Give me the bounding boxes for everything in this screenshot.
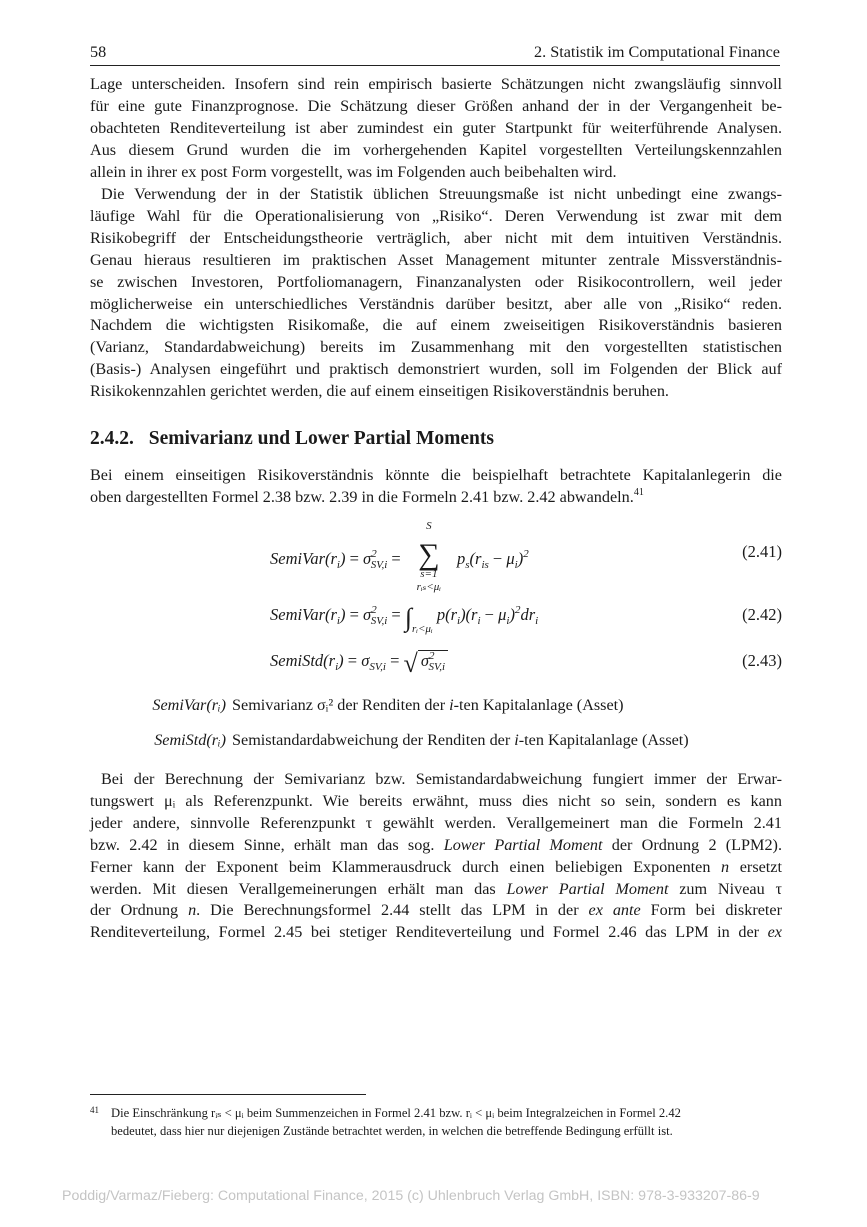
equation-number: (2.42) xyxy=(742,605,782,624)
text-span: der Ordnung xyxy=(90,901,189,920)
text-line: Genau hieraus resultieren im praktischen Asset Management mitunter zentrale Missverständnis- xyxy=(90,250,782,269)
text-span: Bei der Berechnung der Semivarianz bzw. Semistandardabweichung fungiert immer der Erwar- xyxy=(101,770,782,788)
text-line: se zwischen Investoren, Portfoliomanagern, Finanzanalysten oder Risikocontrollern, weil jeder xyxy=(90,272,782,291)
running-header xyxy=(90,43,780,66)
text-line: möglicherweise ein unterschiedliches Verständnis darüber besitzt, aber alle von „Risiko“ reden. xyxy=(90,294,782,313)
text-line: Risikobegriff der Entscheidungstheorie verträglich, aber nicht mit dem intuitiven Verständnis. xyxy=(90,228,782,247)
intro-paragraph xyxy=(90,74,782,184)
footnote-41 xyxy=(90,1104,782,1140)
equation-2-42 xyxy=(270,603,782,639)
text-span: ersetzt xyxy=(729,857,782,876)
definition-symbol: SemiVar(rᵢ) xyxy=(152,696,226,714)
text-line: Lage unterscheiden. Insofern sind rein empirisch basierte Schätzungen nicht zwangsläufig sinnvoll xyxy=(90,75,782,93)
footnote-line: bedeutet, dass hier nur diejenigen Zustände betrachtet werden, in welchen die betreffende Bedingung erfüllt ist. xyxy=(111,1124,673,1138)
italic-term: n xyxy=(188,901,197,920)
text-line: Risikokennzahlen gerichtet werden, die auf einem einseitigen Risikoverständnis beruhen. xyxy=(90,382,669,401)
equation-body: $SemiVar(r_i) = \sigma^2_{SV,i}$ = S ∑ s=1 rᵢₛ<μᵢ $p_s(r_{is} - \mu_i)^2$ xyxy=(270,520,529,593)
definition-symbol: SemiStd(rᵢ) xyxy=(154,731,226,749)
page-number: 58 xyxy=(90,43,107,61)
eq-lhs-name: SemiVar xyxy=(270,549,325,568)
italic-term: Lower Partial Moment xyxy=(506,879,669,898)
text-line: (Varianz, Standardabweichung) bereits im Zusammenhang mit den vorgestellten statistischen xyxy=(90,338,782,357)
summation-symbol: S ∑ s=1 rᵢₛ<μᵢ xyxy=(405,540,453,570)
italic-term: n xyxy=(721,857,730,876)
definition-row xyxy=(130,696,624,715)
section-heading xyxy=(90,428,494,450)
text-line xyxy=(90,487,782,509)
definition-text: -ten Kapitalanlage (Asset) xyxy=(453,696,624,714)
text-span: werden. Mit diesen Verallgemeinerungen erhält man das xyxy=(90,879,507,898)
text-line xyxy=(90,922,782,944)
text-line xyxy=(90,900,782,922)
text-line: für eine gute Finanzprognose. Die Schätzung dieser Größen anhand der in der Vergangenheit be- xyxy=(90,96,782,115)
text-line: allein in ihrer ex post Form vorgestellt, was im Folgenden auch beibehalten wird. xyxy=(90,162,617,181)
text-line: (Basis-) Analysen eingeführt und praktisch demonstriert wurden, soll im Folgenden der Blick auf xyxy=(90,360,782,379)
sum-lower-limit: s=1 xyxy=(420,568,438,580)
text-span: Form bei diskreter xyxy=(640,901,782,920)
footnote-reference[interactable]: 41 xyxy=(633,486,644,498)
eq-lhs-name: SemiVar xyxy=(270,605,325,624)
integral-lower-limit: rᵢ<μᵢ xyxy=(411,623,433,635)
text-line xyxy=(90,857,782,879)
definition-text: -ten Kapitalanlage (Asset) xyxy=(518,731,689,749)
text-line xyxy=(90,835,782,857)
text-line xyxy=(90,879,782,901)
text-line: obachteten Renditeverteilung ist aber zumindest ein guter Startpunkt für weiterführende Analysen. xyxy=(90,118,782,137)
text-span: . Die Berechnungsformel 2.44 stellt das LPM in der xyxy=(196,901,589,920)
footnote-divider xyxy=(90,1094,366,1095)
text-line: Die Verwendung der in der Statistik üblichen Streuungsmaße ist nicht unbedingt eine zwangs- xyxy=(101,185,782,203)
definition-italic: i xyxy=(449,696,454,714)
text-line xyxy=(90,769,782,791)
section-number: 2.4.2. xyxy=(90,428,134,449)
text-span: Renditeverteilung, Formel 2.45 bei stetiger Renditeverteilung und Formel 2.46 das LPM in der xyxy=(90,923,768,942)
footnote-line: Die Einschränkung rᵢₛ < μᵢ beim Summenzeichen in Formel 2.41 bzw. rᵢ < μᵢ beim Integralzeichen in Formel 2.42 xyxy=(111,1106,681,1120)
equation-body: $SemiStd(r_i) = \sigma_{SV,i}$ = √ $\sigma^2_{SV,i}$ xyxy=(270,649,448,679)
definition-text: Semivarianz σᵢ² der Renditen der xyxy=(232,696,450,714)
equation-2-43 xyxy=(270,649,782,685)
equation-number: (2.43) xyxy=(742,651,782,670)
sum-condition: rᵢₛ<μᵢ xyxy=(416,581,442,593)
definition-italic: i xyxy=(514,731,519,749)
integral-symbol: ∫ xyxy=(404,603,412,632)
text-span: oben dargestellten Formel 2.38 bzw. 2.39 in die Formeln 2.41 bzw. 2.42 abwandeln. xyxy=(90,487,634,506)
eq-lhs-name: SemiStd xyxy=(270,651,324,670)
text-span: der Ordnung 2 (LPM2). xyxy=(602,835,782,854)
equation-2-41 xyxy=(270,520,782,593)
text-line: Nachdem die wichtigsten Risikomaße, die auf einem zweiseitigen Risikoverständnis basieren xyxy=(90,316,782,335)
text-line xyxy=(90,813,782,835)
italic-term: ex xyxy=(767,923,782,942)
text-span: bzw. 2.42 in diesem Sinne, erhält man das sog. xyxy=(90,835,444,854)
definition-row xyxy=(130,731,689,750)
text-line xyxy=(90,791,782,813)
footnote-number: 41 xyxy=(90,1105,99,1115)
copyright-watermark: Poddig/Varmaz/Fieberg: Computational Finance, 2015 (c) Uhlenbruch Verlag GmbH, ISBN: 978-3-933207-86-9 xyxy=(62,1188,760,1204)
italic-term: ex ante xyxy=(588,901,641,920)
square-root-symbol: √ xyxy=(403,649,418,678)
text-span: tungswert μᵢ als Referenzpunkt. Wie bereits erwähnt, muss dies nicht so sein, sondern es kann xyxy=(90,791,782,810)
equation-number: (2.41) xyxy=(742,542,782,561)
risk-paragraph xyxy=(90,184,782,403)
lpm-paragraph xyxy=(90,769,782,944)
sum-upper-limit: S xyxy=(426,520,432,532)
text-span: jeder andere, sinnvolle Referenzpunkt τ gewählt werden. Verallgemeinert man die Formeln 2.41 xyxy=(90,813,782,832)
section-title: Semivarianz und Lower Partial Moments xyxy=(148,428,494,449)
text-span: Ferner kann der Exponent beim Klammerausdruck durch einen beliebigen Exponenten xyxy=(90,857,722,876)
text-line: läufige Wahl für die Operationalisierung von „Risiko“. Deren Verwendung ist zwar mit dem xyxy=(90,206,782,225)
text-line: Bei einem einseitigen Risikoverständnis könnte die beispielhaft betrachtete Kapitalanlegerin die xyxy=(90,466,782,484)
text-line: Aus diesem Grund wurden die im vorhergehenden Kapitel vorgestellten Verteilungskennzahlen xyxy=(90,140,782,159)
italic-term: Lower Partial Moment xyxy=(443,835,603,854)
equation-body: $SemiVar(r_i) = \sigma^2_{SV,i} = \int_{rᵢ<\mu ᵢ}$ $p(r_i)(r_i - \mu_i)^2dr_i$ xyxy=(270,603,539,635)
section-intro-paragraph xyxy=(90,465,782,509)
chapter-title: 2. Statistik im Computational Finance xyxy=(534,43,780,61)
definition-text: Semistandardabweichung der Renditen der xyxy=(232,731,515,749)
text-span: zum Niveau τ xyxy=(668,879,782,898)
